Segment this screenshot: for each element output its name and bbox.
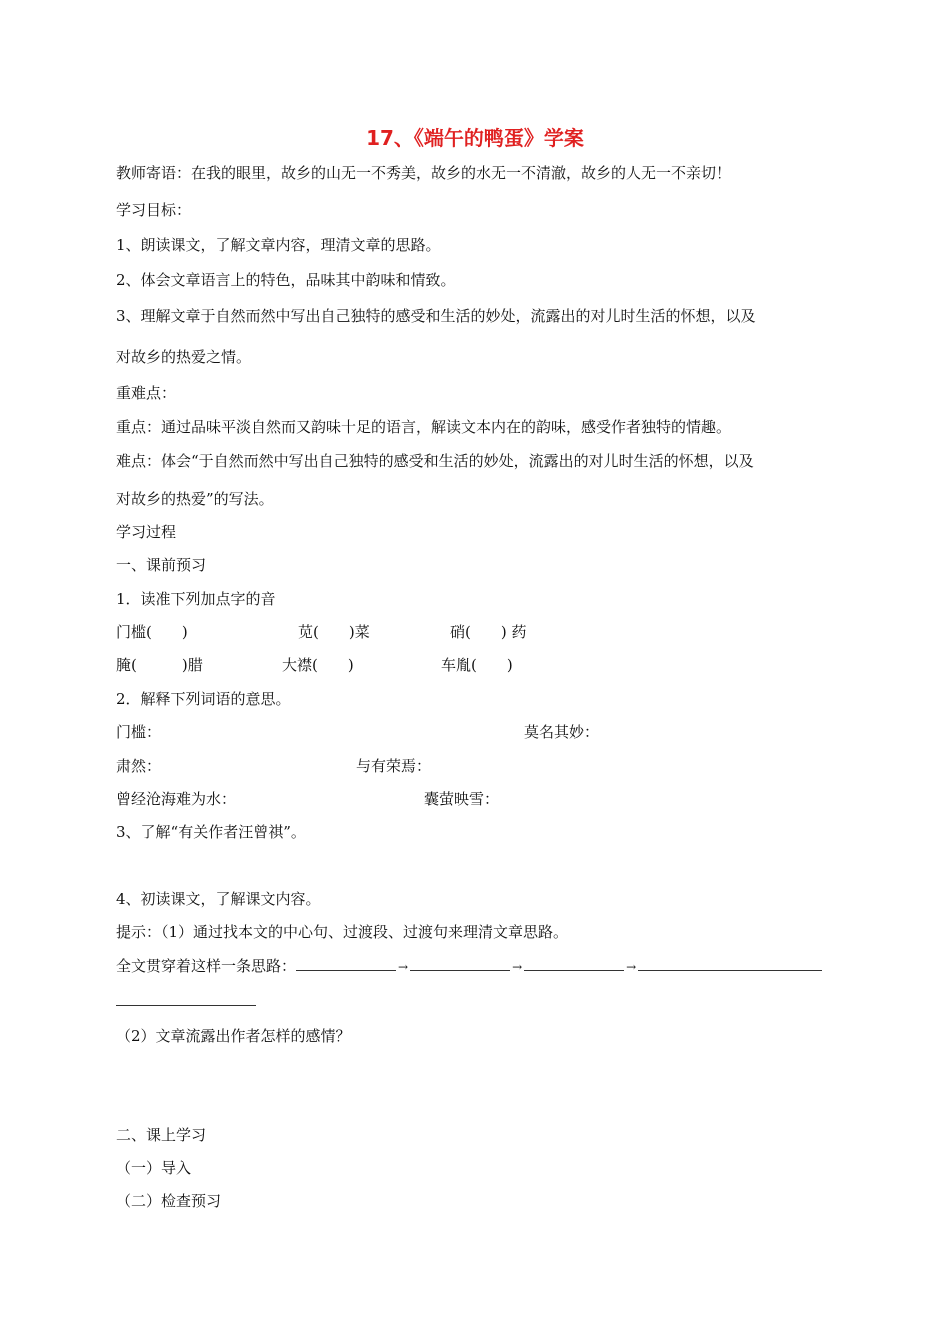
question-2: 2．解释下列词语的意思。: [116, 690, 291, 708]
question-1: 1．读准下列加点字的音: [116, 590, 276, 608]
pronunciation-item: 腌( )腊: [116, 656, 203, 674]
difficult-point: 对故乡的热爱”的写法。: [116, 490, 274, 508]
goal-item: 2、体会文章语言上的特色，品味其中韵味和情致。: [116, 271, 456, 289]
section-heading: 二、课上学习: [116, 1126, 207, 1144]
key-point: 重点：通过品味平淡自然而又韵味十足的语言，解读文本内在的韵味，感受作者独特的情趣。: [116, 418, 732, 436]
vocab-item: 肃然：: [116, 757, 162, 775]
page-title: 17、《端午的鸭蛋》学案: [366, 126, 584, 150]
step-item: （二）检查预习: [116, 1192, 222, 1210]
answer-blank[interactable]: [116, 1005, 256, 1006]
pronunciation-item: 硝( ) 药: [450, 623, 527, 641]
hint: 提示：（1）通过找本文的中心句、过渡段、过渡句来理清文章思路。: [116, 923, 569, 941]
arrow-icon: →: [512, 960, 523, 974]
answer-blank[interactable]: [524, 956, 624, 971]
answer-blank[interactable]: [638, 956, 822, 971]
teacher-message: 教师寄语：在我的眼里，故乡的山无一不秀美，故乡的水无一不清澈，故乡的人无一不亲切！: [116, 164, 732, 182]
pronunciation-item: 门槛( ): [116, 623, 188, 641]
question-4: 4、初读课文，了解课文内容。: [116, 890, 321, 908]
answer-blank[interactable]: [296, 956, 396, 971]
pronunciation-item: 大襟( ): [282, 656, 354, 674]
question-4-2: （2）文章流露出作者怎样的感情？: [116, 1027, 351, 1045]
thread-label: 全文贯穿着这样一条思路：: [116, 957, 297, 975]
goal-item: 3、理解文章于自然而然中写出自己独特的感受和生活的妙处，流露出的对儿时生活的怀想，以及: [116, 307, 756, 325]
arrow-icon: →: [626, 960, 637, 974]
answer-blank[interactable]: [410, 956, 510, 971]
thread-line: [116, 956, 822, 977]
pronunciation-item: 车胤( ): [441, 656, 513, 674]
goals-heading: 学习目标：: [116, 201, 192, 219]
vocab-item: 莫名其妙：: [524, 723, 600, 741]
arrow-icon: →: [398, 960, 409, 974]
question-3: 3、了解“有关作者汪曾祺”。: [116, 823, 306, 841]
goal-item: 对故乡的热爱之情。: [116, 348, 252, 366]
pronunciation-item: 苋( )菜: [298, 623, 370, 641]
process-heading: 学习过程: [116, 523, 177, 541]
key-heading: 重难点：: [116, 384, 177, 402]
vocab-item: 曾经沧海难为水：: [116, 790, 237, 808]
goal-item: 1、朗读课文，了解文章内容，理清文章的思路。: [116, 236, 441, 254]
vocab-item: 门槛：: [116, 723, 162, 741]
step-item: （一）导入: [116, 1159, 192, 1177]
difficult-point: 难点：体会“于自然而然中写出自己独特的感受和生活的妙处，流露出的对儿时生活的怀想，以及: [116, 452, 754, 470]
vocab-item: 囊萤映雪：: [424, 790, 500, 808]
vocab-item: 与有荣焉：: [356, 757, 432, 775]
section-heading: 一、课前预习: [116, 556, 207, 574]
